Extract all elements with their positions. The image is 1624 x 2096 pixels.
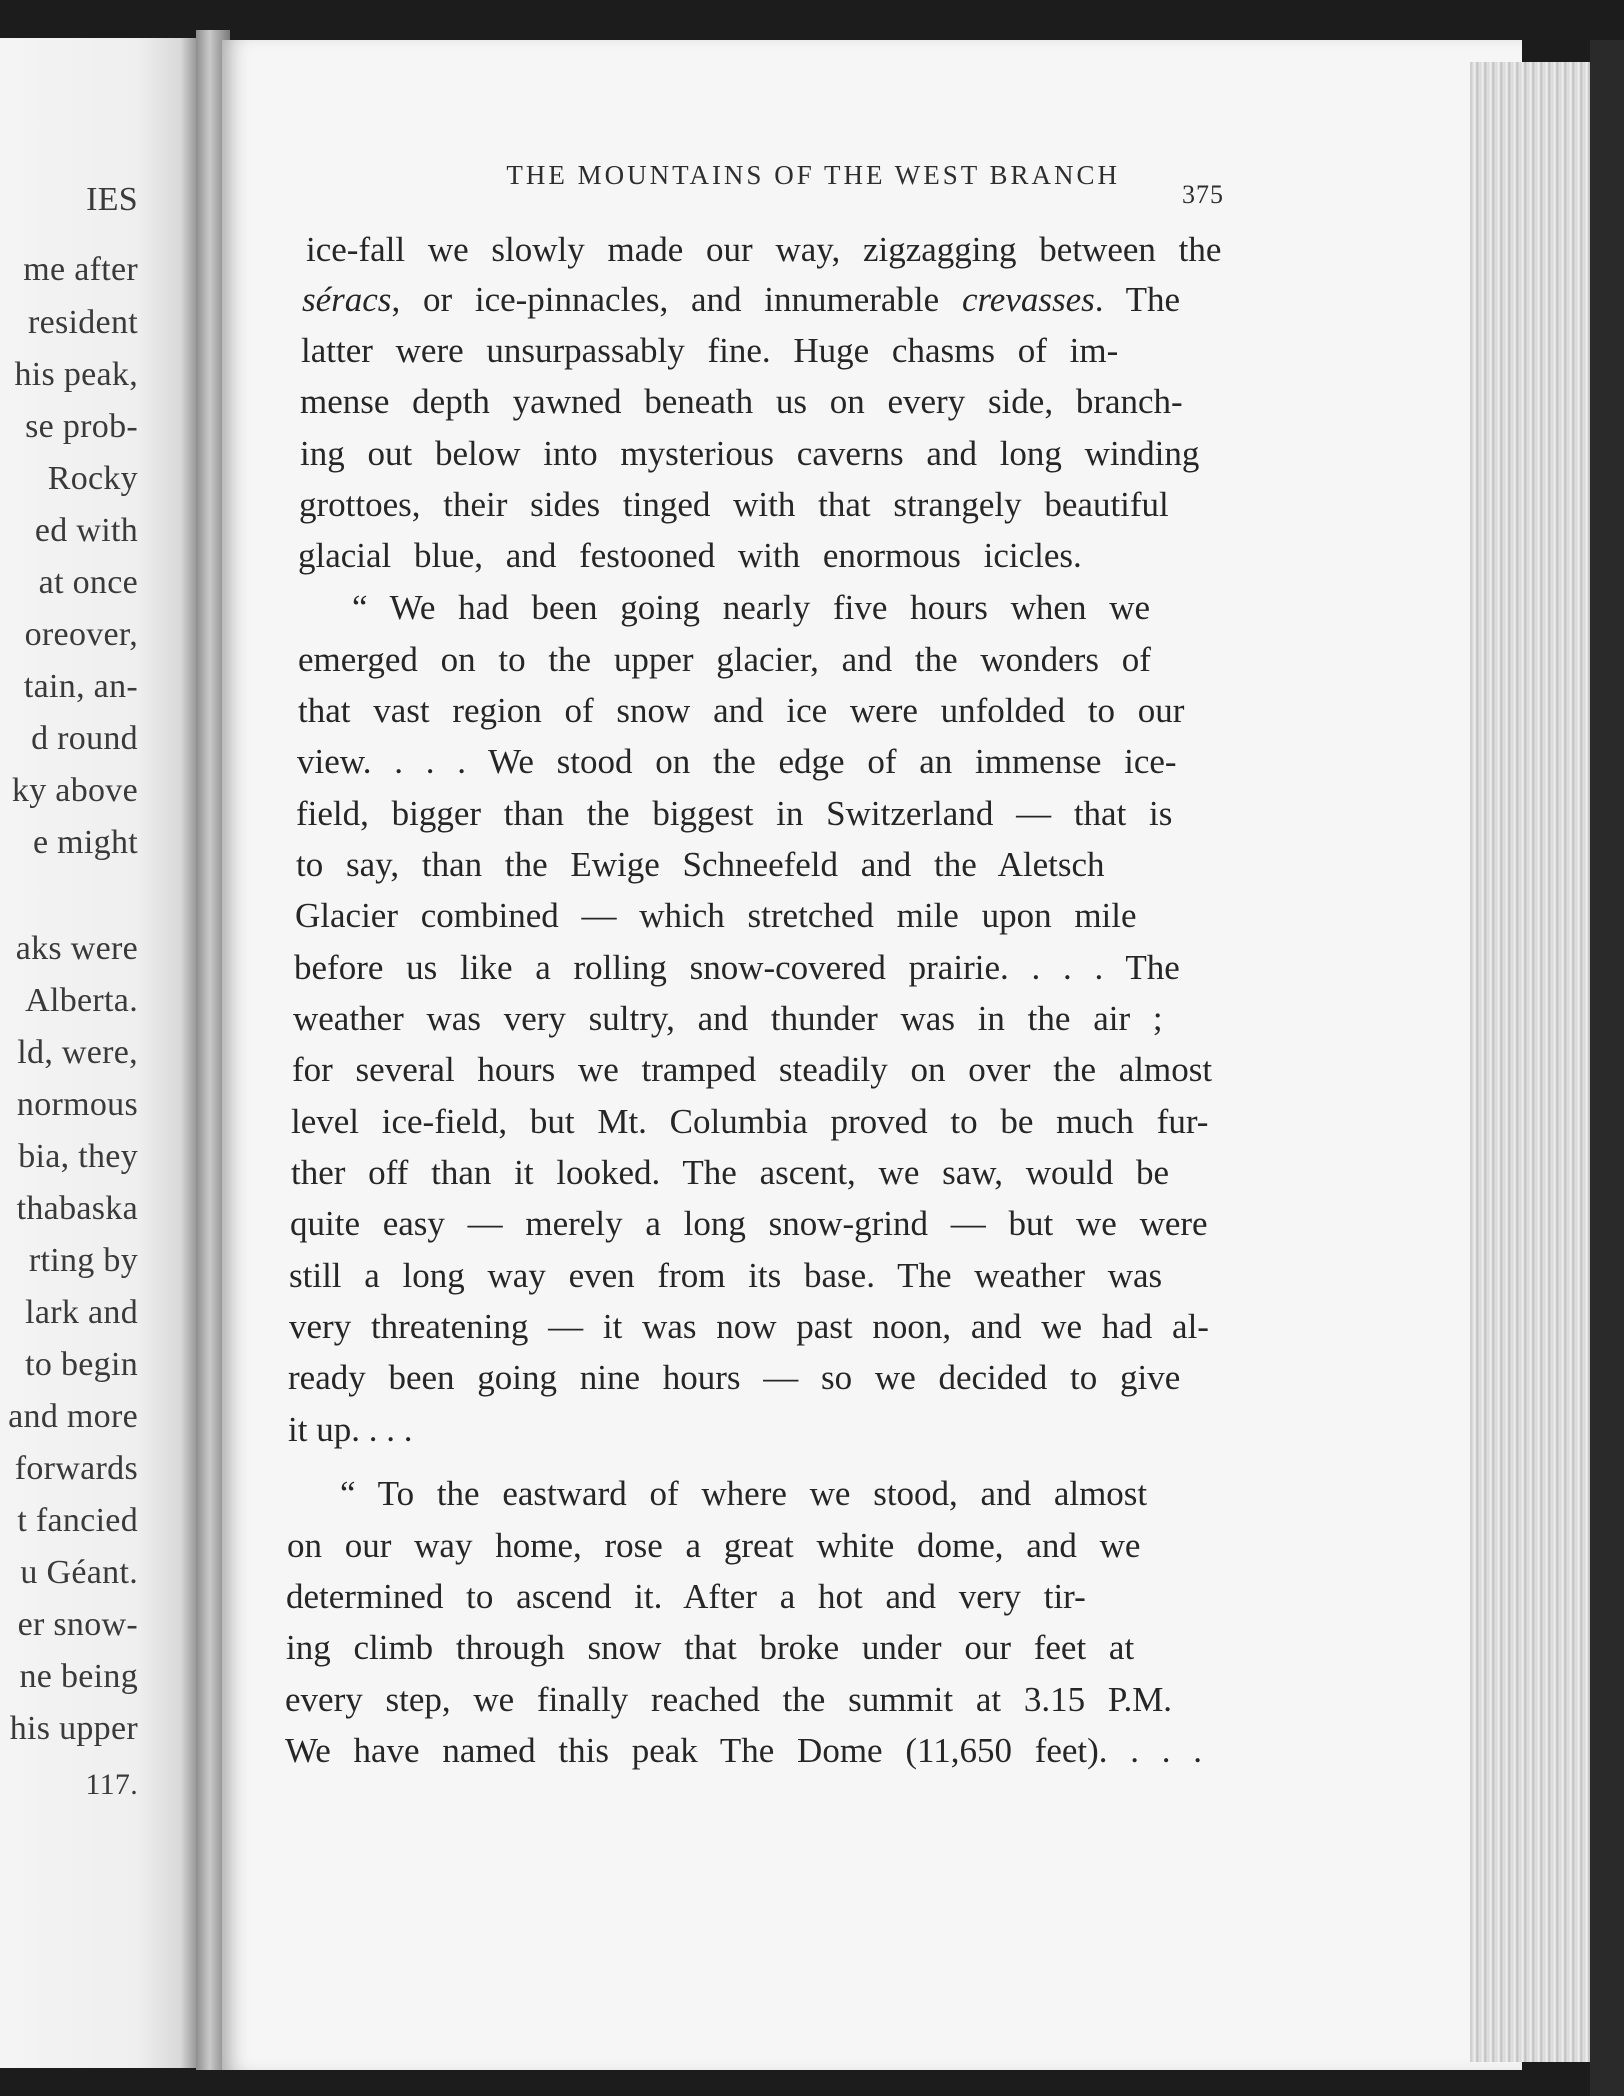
- text-line: it up. . . .: [288, 1410, 413, 1449]
- text-line: ther off than it looked. The ascent, we saw, would be: [291, 1153, 1170, 1192]
- left-page-line: to begin: [25, 1346, 138, 1383]
- page-number: 375: [1182, 180, 1224, 209]
- left-page-line: aks were: [15, 930, 138, 967]
- left-page-line: oreover,: [24, 616, 138, 653]
- text-line: ready been going nine hours — so we decided to give: [288, 1358, 1181, 1397]
- left-page-line: Rocky: [47, 460, 138, 497]
- text-line: view. . . . We stood on the edge of an immense ice-: [297, 742, 1177, 781]
- text-line: We have named this peak The Dome (11,650 feet). . . .: [285, 1731, 1203, 1770]
- left-page-line: and more: [8, 1398, 138, 1435]
- left-page-line: 117.: [85, 1768, 138, 1801]
- left-page-line: me after: [23, 251, 138, 288]
- text-line: very threatening — it was now past noon, and we had al-: [289, 1307, 1209, 1346]
- text-line: weather was very sultry, and thunder was in the air ;: [293, 999, 1163, 1038]
- left-page-line: thabaska: [16, 1190, 138, 1227]
- text-line: still a long way even from its base. The weather was: [289, 1256, 1163, 1295]
- text-line: to say, than the Ewige Schneefeld and the Aletsch: [296, 845, 1105, 884]
- text-line: on our way home, rose a great white dome, and we: [287, 1526, 1141, 1565]
- italic-term: crevasses: [961, 280, 1095, 319]
- text-line: “ We had been going nearly five hours when we: [352, 588, 1151, 627]
- left-page-line: normous: [16, 1086, 138, 1123]
- left-page-line: IES: [86, 181, 138, 218]
- text-line: glacial blue, and festooned with enormous icicles.: [298, 536, 1082, 575]
- left-page-line: ky above: [11, 772, 138, 809]
- text-line: ing climb through snow that broke under our feet at: [286, 1628, 1135, 1667]
- running-head: THE MOUNTAINS OF THE WEST BRANCH: [506, 160, 1120, 190]
- left-page-line: d round: [31, 720, 138, 757]
- text-line: grottoes, their sides tinged with that strangely beautiful: [299, 485, 1169, 524]
- left-page-line: t fancied: [17, 1502, 138, 1539]
- italic-term: séracs: [302, 280, 392, 319]
- text-line: emerged on to the upper glacier, and the wonders of: [298, 640, 1151, 679]
- text-segment: . The: [1094, 280, 1181, 319]
- left-page-line: Alberta.: [25, 982, 138, 1019]
- left-page-line: at once: [38, 564, 138, 601]
- left-page-line: rting by: [28, 1242, 138, 1279]
- left-page-line: u Géant.: [20, 1554, 138, 1591]
- left-page-line: ne being: [19, 1658, 138, 1695]
- text-line: before us like a rolling snow-covered prairie. . . . The: [294, 948, 1180, 987]
- text-line: ing out below into mysterious caverns and long winding: [300, 434, 1200, 473]
- left-page-line: bia, they: [18, 1138, 138, 1175]
- text-line: quite easy — merely a long snow-grind — but we were: [290, 1204, 1208, 1243]
- text-segment: , or ice-pinnacles, and innumerable: [391, 280, 962, 319]
- text-line: level ice-field, but Mt. Columbia proved to be much fur-: [291, 1102, 1209, 1141]
- left-page-line: his peak,: [14, 356, 138, 393]
- text-line: ice-fall we slowly made our way, zigzagging between the: [306, 230, 1222, 269]
- text-line: mense depth yawned beneath us on every side, branch-: [300, 382, 1183, 421]
- text-line: [302, 282, 1180, 317]
- left-page-line: forwards: [14, 1450, 138, 1487]
- text-line: that vast region of snow and ice were unfolded to our: [298, 691, 1185, 730]
- text-line: determined to ascend it. After a hot and very tir-: [286, 1577, 1086, 1616]
- text-line: “ To the eastward of where we stood, and almost: [340, 1474, 1148, 1513]
- left-page-line: lark and: [25, 1294, 138, 1331]
- left-page-line: resident: [27, 304, 138, 341]
- text-line: latter were unsurpassably fine. Huge chasms of im-: [301, 331, 1119, 370]
- text-line: every step, we finally reached the summit at 3.15 P.M.: [285, 1680, 1173, 1719]
- text-line: for several hours we tramped steadily on over the almost: [292, 1050, 1213, 1089]
- left-page-line: er snow-: [17, 1606, 138, 1643]
- text-line: Glacier combined — which stretched mile upon mile: [295, 896, 1137, 935]
- left-page-line: his upper: [9, 1710, 138, 1747]
- left-page-line: ed with: [34, 512, 138, 549]
- left-page-line: e might: [32, 824, 138, 861]
- left-page-line: ld, were,: [17, 1034, 138, 1071]
- left-page-line: tain, an-: [23, 668, 138, 705]
- text-line: field, bigger than the biggest in Switzerland — that is: [296, 794, 1173, 833]
- left-page-line: se prob-: [25, 408, 138, 445]
